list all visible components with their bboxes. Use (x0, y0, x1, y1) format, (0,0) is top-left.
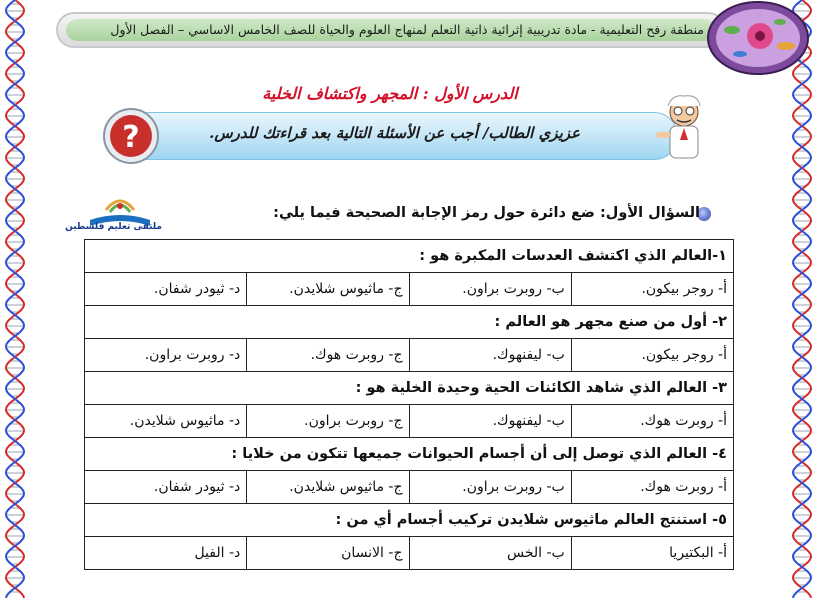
option-b[interactable]: ب- روبرت براون. (409, 273, 571, 306)
option-d[interactable]: د- روبرت براون. (85, 339, 247, 372)
question-row (85, 372, 734, 405)
svg-text:?: ? (122, 120, 140, 155)
option-a[interactable]: أ- روبرت هوك. (571, 471, 733, 504)
questions-table (84, 239, 734, 570)
option-c[interactable]: ج- روبرت هوك. (247, 339, 409, 372)
question-row (85, 438, 734, 471)
options-row (85, 471, 734, 504)
question-row (85, 240, 734, 273)
lesson-title: الدرس الأول : المجهر واكتشاف الخلية (262, 84, 518, 103)
option-b[interactable]: ب- ليفنهوك. (409, 339, 571, 372)
option-d[interactable]: د- ماثيوس شلايدن. (85, 405, 247, 438)
header-title: منطقة رفح التعليمية - مادة تدريبية إثرائية ذاتية التعلم لمنهاج العلوم والحياة للصف الخامس الاساسي – الفصل الأول (66, 19, 716, 41)
scientist-icon (650, 92, 714, 164)
options-row (85, 273, 734, 306)
option-a[interactable]: أ- روبرت هوك. (571, 405, 733, 438)
question-one-heading: السؤال الأول: ضع دائرة حول رمز الإجابة الصحيحة فيما يلي: (273, 205, 700, 221)
option-d[interactable]: د- ثيودر شفان. (85, 471, 247, 504)
question-text: ٢- أول من صنع مجهر هو العالم : (85, 306, 734, 339)
option-d[interactable]: د- ثيودر شفان. (85, 273, 247, 306)
option-b[interactable]: ب- ليفنهوك. (409, 405, 571, 438)
option-a[interactable]: أ- البكتيريا (571, 537, 733, 570)
question-text: ١-العالم الذي اكتشف العدسات المكبرة هو : (85, 240, 734, 273)
question-row (85, 306, 734, 339)
question-text: ٣- العالم الذي شاهد الكائنات الحية وحيدة الخلية هو : (85, 372, 734, 405)
question-text: ٥- استنتج العالم ماثيوس شلايدن تركيب أجسام أي من : (85, 504, 734, 537)
logo-text: ملتقى تعليم فلسطين (65, 222, 162, 232)
question-text: ٤- العالم الذي توصل إلى أن أجسام الحيوانات جميعها تتكون من خلايا : (85, 438, 734, 471)
option-d[interactable]: د- الفيل (85, 537, 247, 570)
header-banner (56, 12, 726, 48)
option-c[interactable]: ج- الانسان (247, 537, 409, 570)
option-a[interactable]: أ- روجر بيكون. (571, 273, 733, 306)
option-c[interactable]: ج- روبرت براون. (247, 405, 409, 438)
option-b[interactable]: ب- روبرت براون. (409, 471, 571, 504)
option-c[interactable]: ج- ماثيوس شلايدن. (247, 273, 409, 306)
options-row (85, 405, 734, 438)
option-a[interactable]: أ- روجر بيكون. (571, 339, 733, 372)
cell-icon (700, 0, 810, 80)
option-b[interactable]: ب- الخس (409, 537, 571, 570)
options-row (85, 339, 734, 372)
options-row (85, 537, 734, 570)
question-row (85, 504, 734, 537)
option-c[interactable]: ج- ماثيوس شلايدن. (247, 471, 409, 504)
dna-strand-icon-left (2, 0, 28, 598)
dna-strand-icon-right (789, 0, 815, 598)
question-mark-icon (98, 106, 164, 166)
instruction-text: عزيزي الطالب/ أجب عن الأسئلة التالية بعد قراءتك للدرس. (209, 124, 580, 142)
